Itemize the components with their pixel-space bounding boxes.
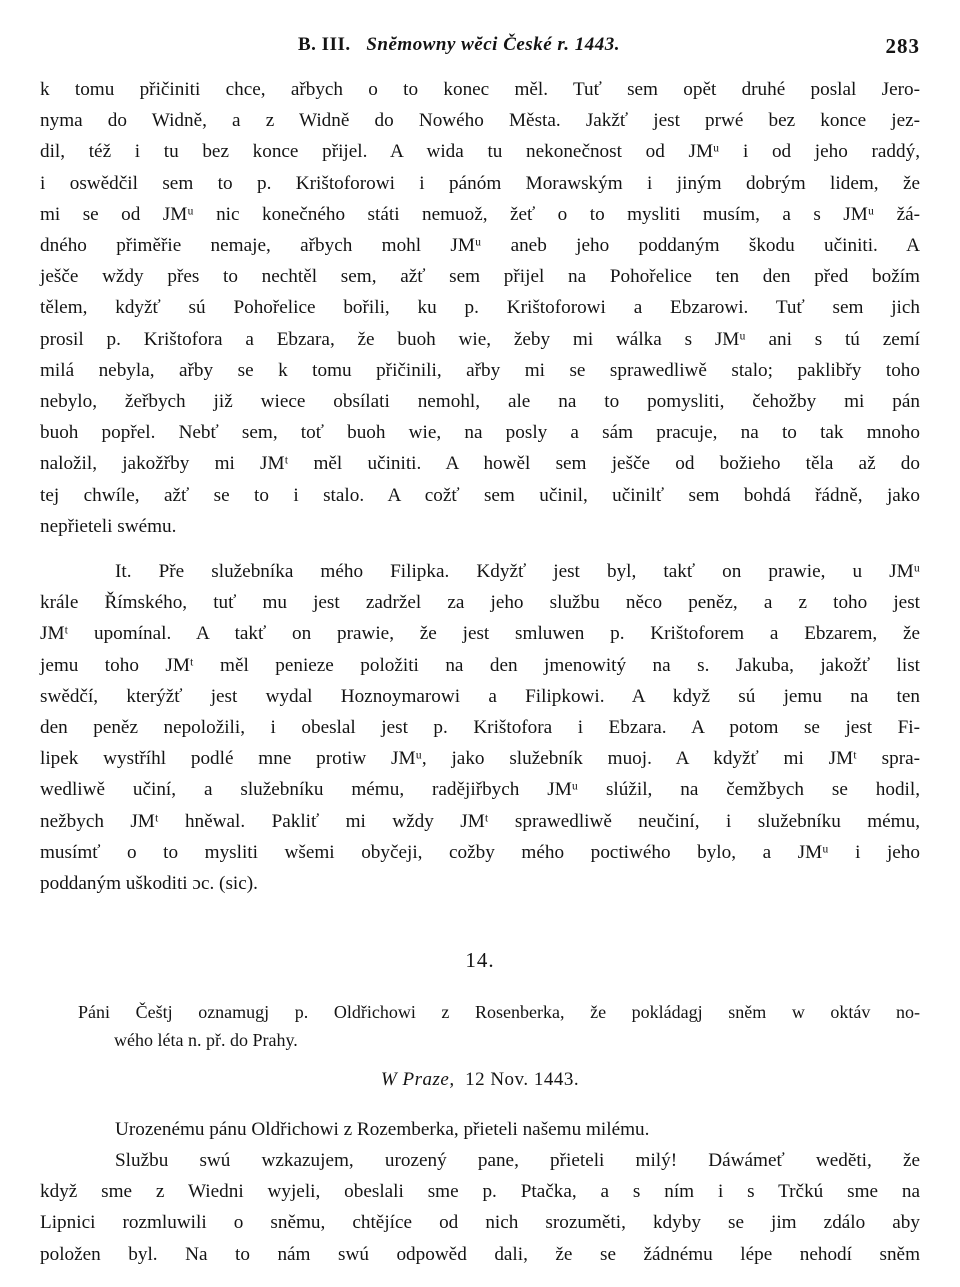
text-line: dného přiměřie nemaje, ařbych mohl JMᵘ aneb jeho poddaným škodu učiniti. A xyxy=(40,235,920,257)
page-number: 283 xyxy=(885,34,920,58)
text-line: musímť o to mysliti wšemi obyčeji, cožby mého poctiwého bylo, a JMᵘ i jeho xyxy=(40,841,920,863)
text-line: když sme z Wiedni wyjeli, obeslali sme p. Ptačka, a s ním i s Trčkú sme na xyxy=(40,1181,920,1203)
text-line: milá nebyla, ařby se k tomu přičinili, ařby mi se sprawedliwě stalo; paklibřy toho xyxy=(40,359,920,381)
dateline xyxy=(40,1064,920,1095)
text-line: Lipnici rozmluwili o sněmu, chtějíce od nich srozuměti, kdyby se jim zdálo aby xyxy=(40,1212,920,1234)
running-head-section: B. III. xyxy=(298,34,351,55)
summary-line: wého léta n. př. do Prahy. xyxy=(114,1030,298,1051)
text-line: tělem, kdyžť sú Pohořelice bořili, ku p. Krištoforowi a Ebzarowi. Tuť sem jich xyxy=(40,297,920,319)
text-line: buoh popřel. Nebť sem, toť buoh wie, na posly a sám pracuje, na to tak mnoho xyxy=(40,422,920,444)
text-line: k tomu přičiniti chce, ařbych o to konec měl. Tuť sem opět druhé poslal Jero- xyxy=(40,79,920,100)
book-page xyxy=(40,28,920,1268)
running-head-text: Snĕmowny wĕci České r. 1443. xyxy=(366,34,620,55)
letter-text xyxy=(40,1114,920,1270)
text-line: jemu toho JMᵗ měl penieze položiti na den jmenowitý na s. Jakuba, jakožť list xyxy=(40,654,920,676)
text-line: Službu swú wzkazujem, urozený pane, přieteli milý! Dáwámeť wedĕti, že xyxy=(115,1149,920,1171)
main-text xyxy=(40,74,920,1270)
text-line: It. Pře služebníka mého Filipka. Kdyžť jest byl, takť on prawie, u JMᵘ xyxy=(115,561,920,583)
running-head xyxy=(40,28,920,62)
running-head-title xyxy=(298,34,620,56)
text-line: i oswědčil sem to p. Krištoforowi i pánóm Morawským i jiným dobrým lidem, že xyxy=(40,172,920,194)
text-line: ješče wždy přes to nechtěl sem, ažť sem přijel na Pohořelice ten den před božím xyxy=(40,266,920,288)
dateline-place: W Praze, xyxy=(380,1069,455,1091)
text-line: naložil, jakožřby mi JMᵗ měl učiniti. A howěl sem ješče od božieho těla až do xyxy=(40,453,920,475)
text-line: JMᵗ upomínal. A takť on prawie, že jest smluwen p. Krištoforem a Ebzarem, že xyxy=(40,623,920,645)
text-line: den peněz nepoložili, i obeslal jest p. Krištofora i Ebzara. A potom se jest Fi- xyxy=(40,717,920,739)
text-line: prosil p. Krištofora a Ebzara, že buoh wie, žeby mi wálka s JMᵘ ani s tú zemí xyxy=(40,328,920,350)
text-line: tej chwíle, ažť se to i stalo. A cožť sem učinil, učinilť sem bohdá řádně, jako xyxy=(40,484,920,506)
text-line: swědčí, kterýžť jest wydal Hoznoymarowi a Filipkowi. A když sú jemu na ten xyxy=(40,685,920,707)
text-line: mi se od JMᵘ nic konečného státi nemuož, žeť o to mysliti musím, a s JMᵘ žá- xyxy=(40,203,920,225)
text-line: nebylo, žeřbych již wiece obsílati nemohl, ale na to pomysliti, čehožby mi pán xyxy=(40,391,920,413)
text-line: krále Římského, tuť mu jest zadržel za jeho službu něco peněz, a z toho jest xyxy=(40,592,920,614)
document-summary xyxy=(40,998,920,1054)
text-line: nyma do Widně, a z Widně do Nowého Města. Jakžť jest prwé bez konce jez- xyxy=(40,110,920,132)
text-line: wedliwě učiní, a služebníku mému, radějiřbych JMᵘ slúžil, na čemžbych se hodil, xyxy=(40,779,920,801)
paragraph-2 xyxy=(40,556,920,899)
text-line: lipek wystříhl podlé mne protiw JMᵘ, jako služebník muoj. A kdyžť mi JMᵗ spra- xyxy=(40,748,920,770)
text-line: nepřieteli swému. xyxy=(40,515,177,537)
letter-salutation: Urozenému pánu Oldřichowi z Rozemberka, přieteli našemu milému. xyxy=(115,1118,650,1140)
dateline-date: 12 Nov. 1443. xyxy=(465,1069,580,1091)
text-line: poddaným uškoditi ɔc. (sic). xyxy=(40,873,258,895)
text-line: položen byl. Na to nám swú odpowěd dali, že se žádnému lépe nehodí sněm xyxy=(40,1243,920,1265)
section-number: 14. xyxy=(465,948,495,973)
summary-line: Páni Češtj oznamugj p. Oldřichowi z Rosenberka, že pokládagj sněm w oktáv no- xyxy=(78,1002,920,1023)
text-line: nežbych JMᵗ hněwal. Pakliť mi wždy JMᵗ sprawedliwě neučiní, i služebníku mému, xyxy=(40,810,920,832)
text-line: dil, též i tu bez konce přijel. A wida tu nekonečnost od JMᵘ i od jeho raddý, xyxy=(40,141,920,163)
paragraph-1 xyxy=(40,74,920,542)
